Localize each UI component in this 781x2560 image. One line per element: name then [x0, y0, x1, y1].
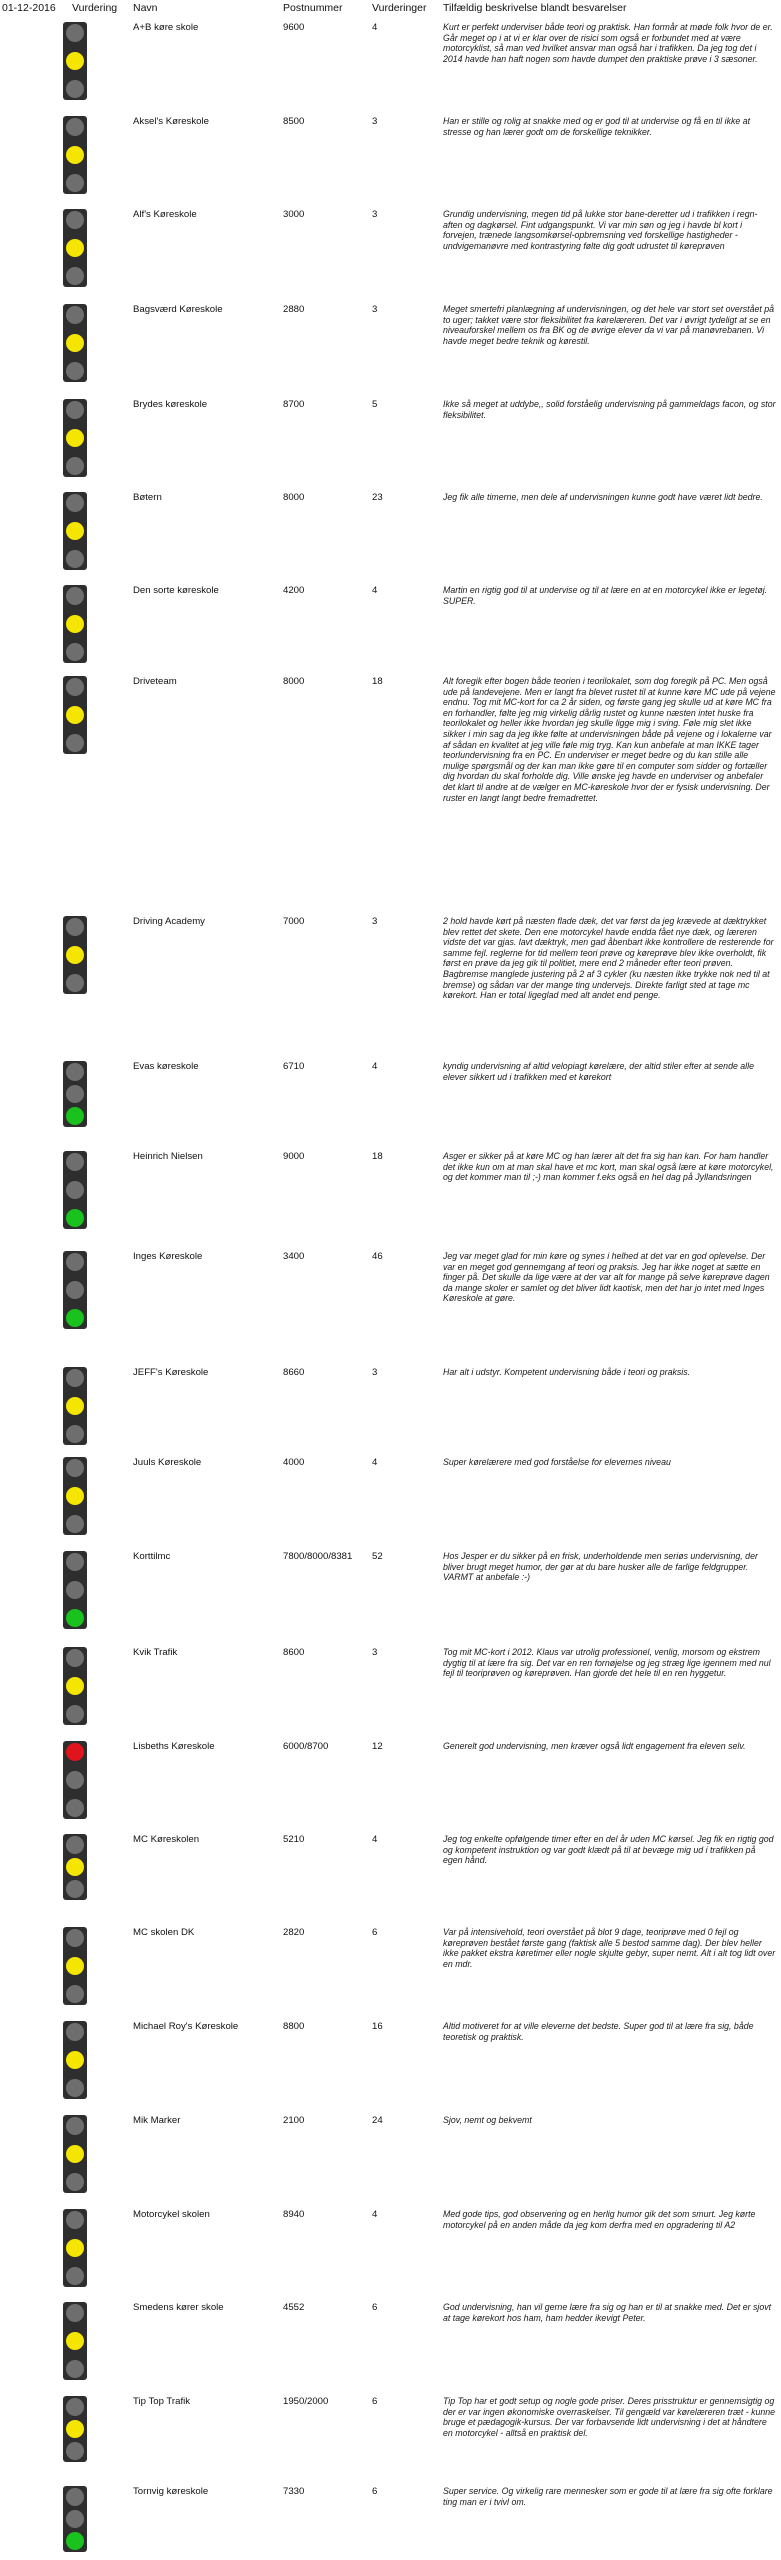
review-count: 4: [372, 22, 378, 33]
postcode: 8700: [283, 399, 305, 410]
traffic-light-icon: [63, 2396, 87, 2462]
red-light-icon: [66, 1153, 84, 1171]
table-row: [0, 581, 781, 685]
red-light-icon: [66, 494, 84, 512]
traffic-light-icon: [63, 676, 87, 754]
school-name: MC skolen DK: [133, 1927, 195, 1938]
review-comment: Tip Top har et godt setup og nogle gode priser. Deres prisstruktur er gennemsigtig og der er var ingen økonomiske overraskelser. Til gengæld var kørelæreren træt - kunne bruge et pædagogik-kursus. Der var forbavsende lidt undervisning i det at håndtere en motorcykel - alltså en praktisk del.: [443, 2396, 776, 2438]
traffic-light-icon: [63, 1061, 87, 1127]
review-count: 5: [372, 399, 378, 410]
green-light-icon: [66, 174, 84, 192]
red-light-icon: [66, 2211, 84, 2229]
school-name: Mik Marker: [133, 2115, 181, 2126]
traffic-light-icon: [63, 1251, 87, 1329]
traffic-light-icon: [63, 2115, 87, 2193]
school-name: Tip Top Trafik: [133, 2396, 191, 2407]
traffic-light-icon: [63, 916, 87, 994]
review-count: 4: [372, 1834, 378, 1845]
traffic-light-icon: [63, 209, 87, 287]
review-comment: Alt foregik efter bogen både teorien i teorilokalet, som dog foregik på PC. Men også ude på landevejene. Men er langt fra blevet rustet til at kunne køre MC ude på vejene endnu. Tog mit MC-kort for ca 2 år siden, og første gang jeg skulle ud at køre MC fra en forhandler, følte jeg mig virkelig dårlig rustet og kunne næsten intet huske fra teorilokalet og heller ikke hvordan jeg skulle ligge mig i sving. Føle mig slet ikke sikker i min sag da jeg ikke følte at undervisningen både på vejene og i lokalerne var af sådan en kvalitet at jeg ville føle mig tryg. Kan kun anbefale at man IKKE tager teorlundervisning fra en PC. En underviser er meget bedre og du kan stille alle mulige spørgsmål og der kan man ikke gøre til en computer som sidder og fortæller dig hvordan du skal forholde dig. Ville ønske jeg havde en underviser og anbefaler det klart til andre at de vælger en MC-køreskole hvor der er fysisk undervisning. Der ruster en langt langt bedre fremadrettet.: [443, 676, 776, 803]
table-row: [0, 395, 781, 499]
postcode: 8500: [283, 116, 305, 127]
green-light-icon: [66, 80, 84, 98]
review-count: 18: [372, 676, 383, 687]
review-count: 3: [372, 209, 378, 220]
red-light-icon: [66, 1063, 84, 1081]
traffic-light-icon: [63, 2302, 87, 2380]
review-count: 3: [372, 1367, 378, 1378]
yellow-light-icon: [66, 2051, 84, 2069]
red-light-icon: [66, 587, 84, 605]
postcode: 2820: [283, 1927, 305, 1938]
yellow-light-icon: [66, 1487, 84, 1505]
green-light-icon: [66, 1107, 84, 1125]
postcode: 8000: [283, 492, 305, 503]
review-count: 6: [372, 2302, 378, 2313]
red-light-icon: [66, 1459, 84, 1477]
table-row: [0, 1247, 781, 1351]
red-light-icon: [66, 1649, 84, 1667]
review-comment: Meget smertefri planlægning af undervisningen, og det hele var stort set overstået på to uger; takket være stor fleksibilitet fra kørelæreren. Det var i øvrigt tydeligt at se en niveauforskel mellem os fra BK og de øvrige elever da vi var på manøvrebanen. Vi havde meget bedre teknik og kørestil.: [443, 304, 775, 346]
yellow-light-icon: [66, 2239, 84, 2257]
green-light-icon: [66, 2442, 84, 2460]
school-name: Kvik Trafik: [133, 1647, 178, 1658]
date-label: 01-12-2016: [2, 2, 56, 14]
table-row: [0, 1643, 781, 1747]
table-row: [0, 300, 781, 404]
table-row: [0, 2482, 781, 2556]
yellow-light-icon: [66, 946, 84, 964]
green-light-icon: [66, 2360, 84, 2378]
school-name: Bagsværd Køreskole: [133, 304, 223, 315]
yellow-light-icon: [66, 1581, 84, 1599]
traffic-light-icon: [63, 399, 87, 477]
traffic-light-icon: [63, 2021, 87, 2099]
yellow-light-icon: [66, 522, 84, 540]
red-light-icon: [66, 678, 84, 696]
postcode: 6710: [283, 1061, 305, 1072]
yellow-light-icon: [66, 1397, 84, 1415]
school-name: Korttilmc: [133, 1551, 171, 1562]
yellow-light-icon: [66, 2420, 84, 2438]
school-name: Lisbeths Køreskole: [133, 1741, 215, 1752]
green-light-icon: [66, 2532, 84, 2550]
red-light-icon: [66, 2488, 84, 2506]
green-light-icon: [66, 267, 84, 285]
yellow-light-icon: [66, 146, 84, 164]
postcode: 7800/8000/8381: [283, 1551, 353, 1562]
green-light-icon: [66, 1515, 84, 1533]
review-comment: Super service. Og virkelig rare mennesker som er gode til at lære fra sig ofte forklare ting man er i tvivl om.: [443, 2486, 773, 2507]
postcode: 8000: [283, 676, 305, 687]
red-light-icon: [66, 1253, 84, 1271]
yellow-light-icon: [66, 52, 84, 70]
review-count: 4: [372, 1457, 378, 1468]
review-comment: Med gode tips, god observering og en herlig humor gik det som smurt. Jeg kørte motorcykel på en anden måde da jeg kom derfra med en opgradering til A2: [443, 2209, 756, 2230]
table-row: [0, 205, 781, 309]
red-light-icon: [66, 306, 84, 324]
green-light-icon: [66, 1609, 84, 1627]
col-rating-header: Vurdering: [72, 2, 118, 14]
table-header: [0, 0, 781, 18]
postcode: 9600: [283, 22, 305, 33]
red-light-icon: [66, 2023, 84, 2041]
yellow-light-icon: [66, 1677, 84, 1695]
review-comment: Altid motiveret for at ville eleverne det bedste. Super god til at lære fra sig, både teoretisk og praktisk.: [443, 2021, 754, 2042]
review-count: 3: [372, 916, 378, 927]
postcode: 3400: [283, 1251, 305, 1262]
review-count: 6: [372, 2486, 378, 2497]
review-count: 6: [372, 1927, 378, 1938]
table-row: [0, 18, 781, 122]
green-light-icon: [66, 2267, 84, 2285]
school-name: Aksel's Køreskole: [133, 116, 209, 127]
table-row: [0, 2392, 781, 2466]
review-count: 4: [372, 1061, 378, 1072]
traffic-light-icon: [63, 1927, 87, 2005]
review-count: 3: [372, 304, 378, 315]
yellow-light-icon: [66, 706, 84, 724]
green-light-icon: [66, 1880, 84, 1898]
review-comment: Ikke så meget at uddybe,, solid forståelig undervisning på gammeldags facon, og stor fleksibilitet.: [443, 399, 776, 420]
table-row: [0, 488, 781, 592]
traffic-light-icon: [63, 1151, 87, 1229]
review-comment: Asger er sikker på at køre MC og han lærer alt det fra sig han kan. For ham handler det ikke kun om at man skal have et mc kort, man skal også lære at køre motorcykel, og det kommer man til ;-) man kommer f.eks også en hel dag på Jyllandsringen: [443, 1151, 774, 1183]
school-name: A+B køre skole: [133, 22, 199, 33]
traffic-light-icon: [63, 1457, 87, 1535]
postcode: 9000: [283, 1151, 305, 1162]
green-light-icon: [66, 2173, 84, 2191]
postcode: 4552: [283, 2302, 305, 2313]
school-name: Den sorte køreskole: [133, 585, 219, 596]
table-row: [0, 1547, 781, 1651]
school-name: Inges Køreskole: [133, 1251, 203, 1262]
review-comment: Martin en rigtig god til at undervise og til at lære en at en motorcykel ikke er legetøj. SUPER.: [443, 585, 768, 606]
traffic-light-icon: [63, 2486, 87, 2552]
red-light-icon: [66, 401, 84, 419]
school-name: Driveteam: [133, 676, 177, 687]
school-name: JEFF's Køreskole: [133, 1367, 209, 1378]
red-light-icon: [66, 1553, 84, 1571]
table-row: [0, 912, 781, 1016]
postcode: 4000: [283, 1457, 305, 1468]
yellow-light-icon: [66, 1771, 84, 1789]
postcode: 1950/2000: [283, 2396, 329, 2407]
traffic-light-icon: [63, 304, 87, 382]
review-comment: kyndig undervisning af altid velopiagt kørelære, der altid stiler efter at sende alle elever sikkert ud i trafikken med et kørekort: [443, 1061, 754, 1082]
school-name: Driving Academy: [133, 916, 205, 927]
traffic-light-icon: [63, 585, 87, 663]
review-comment: Kurt er perfekt underviser både teori og praktisk. Han formår at møde folk hvor de er. Går meget op i at vi er klar over de risici som også er forbundet med at være motorcyklist, så man ved hvilket ansvar man også har i trafikken. Da jeg tog det i 2014 havde han haft nogen som havde dumpet den praktiske prøve i 3 sæsoner.: [443, 22, 773, 64]
traffic-light-icon: [63, 1647, 87, 1725]
school-name: Juuls Køreskole: [133, 1457, 202, 1468]
traffic-light-icon: [63, 22, 87, 100]
green-light-icon: [66, 1985, 84, 2003]
table-row: [0, 2298, 781, 2402]
postcode: 3000: [283, 209, 305, 220]
review-comment: Sjov, nemt og bekvemt: [443, 2115, 532, 2125]
red-light-icon: [66, 24, 84, 42]
review-count: 46: [372, 1251, 383, 1262]
school-name: Tornvig køreskole: [133, 2486, 209, 2497]
green-light-icon: [66, 1799, 84, 1817]
school-name: MC Køreskolen: [133, 1834, 200, 1845]
yellow-light-icon: [66, 1957, 84, 1975]
postcode: 6000/8700: [283, 1741, 329, 1752]
review-comment: God undervisning, han vil gerne lære fra sig og han er til at snakke med. Det er sjovt at tage kørekort hos ham, ham hedder ikevigt Peter.: [443, 2302, 772, 2323]
yellow-light-icon: [66, 1281, 84, 1299]
postcode: 2100: [283, 2115, 305, 2126]
yellow-light-icon: [66, 615, 84, 633]
table-row: [0, 672, 781, 803]
school-name: Brydes køreskole: [133, 399, 208, 410]
review-comment: Grundig undervisning, megen tid på lukke stor bane-deretter ud i trafikken i regn-aften og dagkørsel. Fint udgangspunkt. Vi var min søn og jeg i havde bl kort i forvejen, trænede langsomkørsel-opbremsning ved forskellige hastigheder -undvigemanøvre med kontrastyring følte dig godt udrustet til køreprøven: [443, 209, 758, 251]
yellow-light-icon: [66, 239, 84, 257]
table-row: [0, 112, 781, 216]
col-reviews-header: Vurderinger: [372, 2, 427, 14]
yellow-light-icon: [66, 2510, 84, 2528]
table-row: [0, 2205, 781, 2309]
review-count: 12: [372, 1741, 383, 1752]
postcode: 8600: [283, 1647, 305, 1658]
yellow-light-icon: [66, 1858, 84, 1876]
traffic-light-icon: [63, 116, 87, 194]
table-row: [0, 1057, 781, 1131]
table-row: [0, 2017, 781, 2121]
review-comment: 2 hold havde kørt på næsten flade dæk, det var først da jeg krævede at dæktrykket blev rettet det skete. Den ene motorcykel havde endda fået nye dæk, og læreren vidste det var gjas. lavt dæktryk, men gad åbenbart ikke kontrollere de resterende for samme fejl. reglerne for tid mellem teori prøve og køreprøve blev ikke overholdt, fik først en prøve da jeg gik til politiet, mere end 2 måneder efter teori prøven. Bagbremse manglede justering på 2 af 3 cykler (ku næsten ikke trykke nok ned til at bremse) og sådan var der mange ting undervejs. Direkte farligt sted at tage mc kørekort. Han er total ligeglad med alt andet end penge.: [443, 916, 774, 1001]
review-comment: Han er stille og rolig at snakke med og er god til at undervise og få en til ikke at stresse og han lærer godt om de forskellige teknikker.: [443, 116, 751, 137]
postcode: 5210: [283, 1834, 305, 1845]
green-light-icon: [66, 734, 84, 752]
review-comment: Jeg var meget glad for min køre og synes i helhed at det var en god oplevelse. Der var en meget god gennemgang af teori og praksis. Jeg har ikke noget at sætte en finger på. Det skulle da lige være at der var alt for mange på selve køreprøve dagen da mange skoler er samlet og det bliver lidt kaotisk, men det har jo intet med Inges Køreskole at gøre.: [443, 1251, 770, 1304]
green-light-icon: [66, 974, 84, 992]
table-row: [0, 1147, 781, 1251]
school-name: Heinrich Nielsen: [133, 1151, 203, 1162]
yellow-light-icon: [66, 334, 84, 352]
yellow-light-icon: [66, 2332, 84, 2350]
yellow-light-icon: [66, 2145, 84, 2163]
review-comment: Jeg tog enkelte opfølgende timer efter en del år uden MC kørsel. Jeg fik en rigtig god og kompetent instruktion og var godt klædt på til at bevæge mig ud i trafikken på egen hånd.: [443, 1834, 774, 1866]
red-light-icon: [66, 1929, 84, 1947]
green-light-icon: [66, 1309, 84, 1327]
school-name: Michael Roy's Køreskole: [133, 2021, 239, 2032]
review-count: 3: [372, 1647, 378, 1658]
postcode: 4200: [283, 585, 305, 596]
green-light-icon: [66, 643, 84, 661]
green-light-icon: [66, 2079, 84, 2097]
review-count: 3: [372, 116, 378, 127]
green-light-icon: [66, 1705, 84, 1723]
yellow-light-icon: [66, 429, 84, 447]
traffic-light-icon: [63, 492, 87, 570]
school-name: Alf's Køreskole: [133, 209, 197, 220]
postcode: 7330: [283, 2486, 305, 2497]
red-light-icon: [66, 918, 84, 936]
postcode: 2880: [283, 304, 305, 315]
review-count: 4: [372, 585, 378, 596]
postcode: 8660: [283, 1367, 305, 1378]
traffic-light-icon: [63, 1551, 87, 1629]
review-comment: Super kørelærere med god forståelse for elevernes niveau: [443, 1457, 671, 1467]
review-comment: Tog mit MC-kort i 2012. Klaus var utrolig professionel, venlig, morsom og ekstrem dygtig til at lære fra sig. Det var en ren fornøjelse og jeg stræg lige igennem med nul fejl til teoriprøven og køreprøven. Han gjorde det hele til en ren hyggetur.: [443, 1647, 771, 1679]
col-comments-header: Tilfældig beskrivelse blandt besvarelser: [443, 2, 627, 14]
green-light-icon: [66, 1209, 84, 1227]
review-comment: Var på intensivehold, teori overstået på blot 9 dage, teoriprøve med 0 fejl og køreprøven bestået første gang (faktisk alle 5 bestod samme dag). Der blev heller ikke pakket ekstra køretimer eller nogle skjulte gebyr, super nemt. Alt i alt tog lidt over en mdr.: [443, 1927, 776, 1969]
traffic-light-icon: [63, 1741, 87, 1819]
yellow-light-icon: [66, 1085, 84, 1103]
postcode: 7000: [283, 916, 305, 927]
traffic-light-icon: [63, 2209, 87, 2287]
table-row: [0, 1923, 781, 2027]
review-count: 16: [372, 2021, 383, 2032]
review-comment: Generelt god undervisning, men kræver også lidt engagement fra eleven selv.: [443, 1741, 746, 1751]
traffic-light-icon: [63, 1367, 87, 1445]
col-postcode-header: Postnummer: [283, 2, 343, 14]
red-light-icon: [66, 1743, 84, 1761]
red-light-icon: [66, 118, 84, 136]
green-light-icon: [66, 1425, 84, 1443]
postcode: 8800: [283, 2021, 305, 2032]
review-comment: Hos Jesper er du sikker på en frisk, underholdende men seriøs undervisning, der bliver brugt meget humor, der gør at du bare husker alle de farlige feldgrupper. VARMT at anbefale :-): [443, 1551, 758, 1583]
red-light-icon: [66, 1836, 84, 1854]
school-name: Bøtern: [133, 492, 162, 503]
red-light-icon: [66, 2117, 84, 2135]
school-name: Motorcykel skolen: [133, 2209, 210, 2220]
review-count: 18: [372, 1151, 383, 1162]
postcode: 8940: [283, 2209, 305, 2220]
table-row: [0, 1453, 781, 1557]
review-count: 23: [372, 492, 383, 503]
review-comment: Jeg fik alle timerne, men dele af undervisningen kunne godt have været lidt bedre.: [443, 492, 763, 502]
red-light-icon: [66, 2304, 84, 2322]
review-count: 24: [372, 2115, 383, 2126]
review-count: 52: [372, 1551, 383, 1562]
table-row: [0, 1737, 781, 1841]
red-light-icon: [66, 1369, 84, 1387]
table-row: [0, 1830, 781, 1904]
review-comment: Har alt i udstyr. Kompetent undervisning både i teori og praksis.: [443, 1367, 691, 1377]
green-light-icon: [66, 457, 84, 475]
col-name-header: Navn: [133, 2, 158, 14]
green-light-icon: [66, 362, 84, 380]
traffic-light-icon: [63, 1834, 87, 1900]
review-count: 4: [372, 2209, 378, 2220]
red-light-icon: [66, 2398, 84, 2416]
green-light-icon: [66, 550, 84, 568]
review-count: 6: [372, 2396, 378, 2407]
table-row: [0, 2111, 781, 2215]
yellow-light-icon: [66, 1181, 84, 1199]
red-light-icon: [66, 211, 84, 229]
school-name: Evas køreskole: [133, 1061, 199, 1072]
school-name: Smedens kører skole: [133, 2302, 224, 2313]
table-row: [0, 1363, 781, 1467]
